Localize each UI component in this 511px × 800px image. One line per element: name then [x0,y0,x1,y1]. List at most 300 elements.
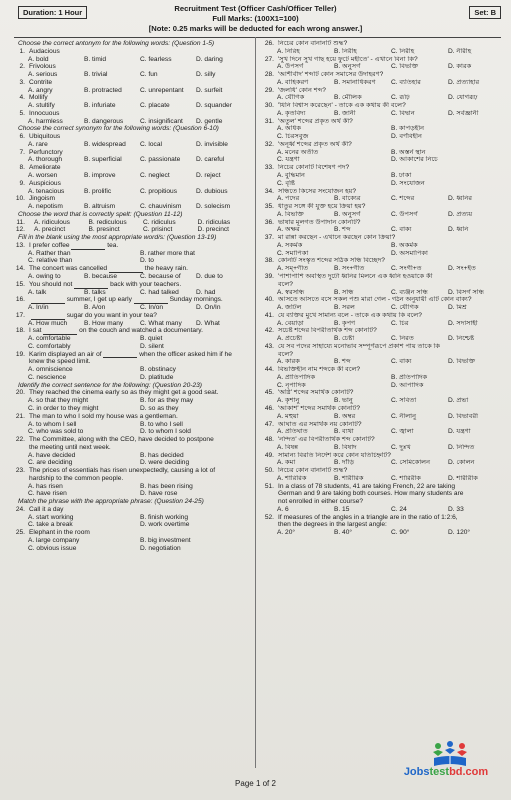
answer-option: B. improve [84,172,116,180]
question-line [12,389,252,397]
answer-option: B. talks [84,288,106,296]
section-instruction [12,125,252,133]
question-text: 'আকাশ' শব্দের সমার্থক কোনটি? [278,404,361,412]
answer-option: B. জানী [334,109,356,117]
section-instruction [12,40,252,48]
answer-option: C. বাক্য [391,358,412,366]
answer-option: A. harmless [28,117,63,125]
answer-options [261,125,505,133]
question-number: 50. [264,467,274,475]
question-line [12,436,252,444]
answer-option: B. ভানু [334,397,353,405]
answer-options [261,149,505,157]
answer-option: B. মৌলিক [334,94,362,102]
answer-option: B. to who I sell [140,420,183,428]
answer-option: A. প্রচেষ্টা [277,335,303,343]
answer-option: B. দাঁড়ি [334,459,355,467]
question-text: knew the speed limit. [29,358,91,366]
instruction-text: Match the phrase with the appropriate phrase: (Question 24-25) [18,498,204,506]
question-text: 'অতুল' শব্দের প্রকৃত অর্থ কী? [278,117,353,125]
answer-option: B. for as they may [140,397,194,405]
answer-option: D. কারক [448,63,472,71]
answer-options [261,110,505,118]
answer-option: B. প্রতিপাদিক [391,373,428,381]
answer-option: B. সরল [334,304,355,312]
answer-option: C. নিরত [391,335,414,343]
answer-option: D. প্রত্যয় [448,210,473,218]
logo-text [384,766,508,778]
answer-option: C. বৃষ্টি [277,179,295,187]
answer-option: A. to whom I sell [28,420,77,428]
answer-option: D. আপাদিক [391,381,424,389]
answer-option: D. to whom I sold [140,428,191,436]
answer-option: D. precinct [197,226,230,234]
section-instruction [12,382,252,390]
question-number: 30. [264,102,274,110]
question-line [12,413,252,421]
answer-option: C. বাক্য [391,226,412,234]
question-number: 25. [15,529,25,537]
negative-marking-note: [Note: 0.25 marks will be deducted for each wrong answer.] [148,24,363,33]
answer-option: A. সকর্মক [277,241,303,249]
answer-option: D. 33 [448,505,464,513]
question-text: The concert was cancelled [29,265,108,273]
question-line [261,436,505,444]
question-number: 6. [19,133,25,141]
answer-option: A. worsen [28,172,58,180]
instruction-text: Choose the word that is correctly spelt: (Question 11-12) [18,210,183,218]
answer-option: C. ridiculus [143,218,176,226]
answer-option: B. because [84,272,117,280]
question-text: The prices of essentials has risen unexpectedly, causing a lot of [29,467,216,475]
answer-options [12,335,252,343]
exam-title: Recruitment Test (Officer Cash/Officer Teller) [174,4,337,13]
full-marks: Full Marks: (100X1=100) [212,14,299,23]
answer-option: D. platitude [140,373,174,381]
question-text: They reached the cinema early so as they might get a good seat. [29,389,219,397]
question-line [261,87,505,95]
answer-option: D. surfeit [196,86,223,94]
answer-options [12,490,252,498]
answer-option: A. 6 [277,505,289,513]
answer-options [261,156,505,164]
question-number: 27. [264,55,274,63]
question-line [12,327,252,335]
question-line [12,48,252,56]
answer-option: D. নিশ্চেষ্ট [448,335,475,343]
answer-options [261,335,505,343]
question-number: 12. [15,226,25,234]
answer-options [12,514,252,522]
question-line [261,452,505,460]
question-line [261,327,505,335]
question-continuation [261,490,505,498]
question-line [261,257,505,265]
question-number: 35. [264,203,274,211]
answer-options [12,537,252,545]
answer-option: A. বেয়াড়া [277,319,304,327]
answer-option: C. চিরসবুজ [277,133,309,141]
answer-option: C. take a break [28,521,73,529]
answer-option: C. nescience [28,373,67,381]
answer-options [261,250,505,258]
question-text: নিচের কোন বানানটি শুদ্ধ? [278,40,348,47]
answer-options [12,172,252,180]
answer-options [261,180,505,188]
question-line [12,467,252,475]
answer-option: C. শারিরীক [391,474,421,482]
answer-option: B. অম্বর [334,412,356,420]
answer-options [12,156,252,164]
answer-options [12,459,252,467]
question-line [261,71,505,79]
answer-options [261,358,505,366]
answer-option: C. passionate [140,156,181,164]
answer-option: B. How many [84,319,124,327]
answer-options [261,211,505,219]
question-number: 51. [264,482,274,490]
question-line [12,281,252,289]
answer-option: B. obstinacy [140,366,176,374]
question-number: 46. [264,404,274,412]
answer-option: A. নিরিহ [277,47,300,55]
answer-options [12,71,252,79]
answer-option: A. nepotism [28,203,63,211]
answer-options [261,444,505,452]
answer-options [261,459,505,467]
question-text: 'নন্দিত' এর বিপরীতার্থক শব্দ কোনটি? [278,436,375,444]
answer-option: C. insignificant [140,117,183,125]
answer-option: A. সম্+গীত [277,265,309,273]
answer-option: C. 90° [391,529,410,537]
answer-option: D. negotiation [140,544,181,552]
answer-option: A. বিষন্ন [277,443,299,451]
answer-option: C. সমাপিকা [277,249,309,257]
question-text: on the couch and watched a documentary. [79,327,203,335]
answer-options [12,56,252,64]
question-text: In a class of 78 students, 41 are taking French, 22 are taking [278,482,456,490]
answer-option: C. prisinct [143,226,173,234]
instruction-text: Fill in the blank using the most appropriate word/s: (Question 13-19) [18,234,217,242]
question-text: sugar do you want in your tea? [66,311,157,319]
question-continuation [12,475,252,483]
question-text: 'আশীর্বাদ' শব্দটি কোন সমাসের উদাহরণ? [278,71,384,79]
answer-option: D. silent [140,342,164,350]
answer-option: C. placate [140,102,170,110]
answer-option: C. obvious issue [28,544,77,552]
answer-option: A. How much [28,319,68,327]
answer-option: D. ধ্বনির [448,195,472,203]
question-number: 33. [264,164,274,172]
question-number: 4. [19,94,25,102]
answer-option: C. দুঃখ [391,443,411,451]
answer-option: C. local [140,140,162,148]
page-footer: Page 1 of 2 [235,779,276,788]
answer-option: B. শব্দ [334,358,351,366]
answer-option: C. শব্দের [391,195,415,203]
answer-option: B. superficial [84,156,122,164]
question-number: 42. [264,327,274,335]
question-text: নিচের কোন বানানটি শুদ্ধ? [278,467,348,475]
answer-option: D. যোগরূঢ় [448,94,478,102]
instruction-text: Choose the correct antonym for the following words: (Question 1-5) [18,40,215,47]
question-line [261,40,505,48]
logo-text-jobs: Jobs [403,766,430,778]
question-number: 39. [264,272,274,280]
answer-option: B. widespread [84,140,126,148]
answer-options [12,273,252,281]
question-number: 18. [15,327,25,335]
answer-option: B. has decided [140,451,184,459]
answer-option: D. সং+ইত [448,265,476,273]
answer-options [12,257,252,265]
answer-option: B. trivial [84,71,108,79]
question-line [12,529,252,537]
answer-option: D. প্রত্যাহার [448,78,480,86]
answer-option: C. ব্যতিহার [391,78,421,86]
question-line [12,180,252,188]
question-text: Auspicious [29,179,61,187]
question-number: 13. [15,241,25,249]
question-text: 'পাশাপাশি অবস্থিত দুটো ধ্বনির মিলনে এক ধ্বনি হওয়াকে কী [278,272,433,280]
answer-option: D. ridiculas [197,218,231,226]
answer-option: B. rather more that [140,249,195,257]
answer-option: A. বুদ্ধিমান [277,172,305,180]
question-continuation [12,444,252,452]
question-text: Elephant in the room [29,529,90,537]
answer-options [261,94,505,102]
answer-option: A. উপসর্গ [277,63,304,71]
answer-option: C. fearless [140,55,172,63]
answer-option: D. squander [196,102,232,110]
answer-option: A. জটিল [277,304,302,312]
answer-options [261,382,505,390]
question-line [261,56,505,64]
answer-option: B. has been rising [140,482,193,490]
answer-option: B. prolific [84,187,112,195]
answer-option: D. What [196,319,220,327]
answer-options [12,226,252,234]
answer-option: C. নৃপাদিক [277,381,306,389]
answer-option: A. precinct [34,226,66,234]
question-text: সামান্য বিরতি নির্দেশ করে কোন যতিচিহ্নটি? [278,451,391,459]
question-line [261,188,505,196]
answer-option: C. উপসর্গ [391,210,418,218]
question-number: 2. [19,63,25,71]
answer-option: D. solecism [196,203,231,211]
question-number: 45. [264,389,274,397]
answer-option: B. অকর্মক [391,241,418,249]
answer-options [12,452,252,460]
answer-option: B. finish working [140,513,189,521]
question-line [261,164,505,172]
answer-option: D. অসমাপিকা [391,249,428,257]
question-text: Call it a day [29,505,64,513]
answer-option: A. কমা [277,459,296,467]
question-number: 43. [264,342,274,350]
question-text: নিচের কোনটি বিশেষণ পদ? [278,164,350,172]
question-text: ভাষার মূলগত উপাদান কোনটি? [278,218,361,226]
answer-option: C. chauvinism [140,203,182,211]
answer-option: D. daring [196,55,223,63]
answer-option: A. যৌগিক [277,94,305,102]
answer-options [12,320,252,328]
question-text: বলে? [278,350,293,358]
answer-option: D. প্রভা [448,397,469,405]
answer-option: D. বিসর্গ সন্ধি [448,288,484,296]
question-text: যে সব পদের সাহায্যে মনোভাব সম্পূর্ণরূপে প্রকাশ পায় তাকে কি [278,342,441,350]
question-text: Contrite [29,78,53,86]
answer-option: B. শারীরিক [334,474,364,482]
question-text: Mollify [29,94,48,102]
answer-options [261,172,505,180]
answer-option: B. কাপড়হীন [391,125,425,133]
question-text: the meeting until next week. [29,443,111,451]
question-text: I prefer coffee [29,241,70,249]
question-text: আসতে আসতে বসে সকল পশু মারা গেল - গঠন অনুযায়ী এটি কোন বাক্য? [278,296,472,304]
answer-option: A. কৃশানু [277,397,300,405]
question-text: 'সুখ দিনে সুখ গাছ হয়ে ফুটে মহীতে' - এখানে বিনা কি? [278,55,418,63]
question-line [261,203,505,211]
answer-option: A. tenacious [28,187,65,195]
answer-option: A. কৃতবিদ্য [277,109,306,117]
answer-option: C. are deciding [28,459,73,467]
answer-option: D. বর্ণবিহীন [391,133,422,141]
question-line [12,242,252,250]
question-number: 52. [264,513,274,521]
question-number: 19. [15,350,25,358]
question-text: Ubiquitous [29,133,61,141]
answer-option: D. কোলন [448,459,475,467]
answer-option: A. অক্ষর [277,226,300,234]
answer-options [12,203,252,211]
question-number: 23. [15,467,25,475]
answer-options [12,289,252,297]
question-number: 24. [15,505,25,513]
answer-option: C. unrepentant [140,86,184,94]
answer-option: C. neglect [140,172,170,180]
left-column [12,40,252,553]
answer-option: D. gentle [196,117,223,125]
answer-option: C. সংগী+ত [391,265,422,273]
question-number: 14. [15,265,25,273]
question-text: Jingoism [29,195,56,203]
question-line [12,164,252,172]
answer-option: D. On/In [196,304,221,312]
question-number: 38. [264,257,274,265]
question-number: 37. [264,234,274,242]
answer-option: A. প্রতিঘাত [277,428,308,436]
answer-options [261,304,505,312]
question-text: The man to who I sold my house was a gentleman. [29,412,178,420]
answer-options [261,265,505,273]
answer-option: C. fun [140,71,158,79]
question-number: 21. [15,412,25,420]
question-text: Karim displayed an air of [29,350,102,358]
answer-options [12,374,252,382]
answer-option: A. large company [28,537,80,544]
answer-options [12,304,252,312]
question-continuation [261,498,505,506]
answer-options [261,506,505,514]
answer-option: C. যন্ত্রণা [277,156,300,164]
answer-options [12,250,252,258]
answer-option: C. বিদ্বান [391,109,415,117]
answer-option: D. silly [196,71,216,79]
question-text: সন্ধিতে কিসের সংযোজন হয়? [278,187,357,195]
question-text: 'যিনি বিশ্বাস করেছেন' - তাকে এক কথায় কী বলে? [278,102,406,110]
question-number: 9. [19,179,25,187]
answer-options [12,219,252,227]
answer-option: A. মহুয়া [277,412,299,420]
section-instruction [12,498,252,506]
section-instruction [12,211,252,219]
logo-text-test: test [429,766,450,778]
answer-option: D. have rose [140,490,178,498]
answer-options [12,87,252,95]
answer-options [261,397,505,405]
question-number: 17. [15,311,25,319]
right-column [261,40,505,537]
answer-option: A. rare [28,140,48,148]
answer-options [261,226,505,234]
header-divider [14,37,501,38]
section-instruction [12,234,252,242]
question-continuation [12,358,252,366]
question-text: The Committee, along with the CEO, have decided to postpone [29,436,214,444]
answer-option: B. বিষাদ [334,443,357,451]
question-line [12,79,252,87]
answer-option: C. জ্বালা [391,428,414,436]
question-line [261,312,505,320]
answer-option: A. বিভক্তি [277,210,304,218]
question-line [261,366,505,374]
answer-option: D. reject [196,172,221,180]
question-text: Ameliorate [29,164,61,172]
question-line [12,63,252,71]
answer-option: A. stultify [28,102,55,110]
answer-option: D. সদাসাহী [448,319,478,327]
instruction-text: Identify the correct sentence for the following: (Question 20-23) [18,381,202,389]
answer-option: B. সং+গীত [334,265,365,273]
answer-option: B. শব্দ [334,226,351,234]
answer-option: D. dubious [196,187,228,195]
answer-option: C. in order to they might [28,404,99,412]
answer-option: C. In/on [140,304,164,312]
answer-option: A. ridiculous [34,218,70,226]
answer-option: A. Rather than [28,249,71,257]
answer-option: D. work overtime [140,521,190,529]
answer-options [12,102,252,110]
answer-option: D. were deciding [140,459,190,467]
question-text: Sunday mornings. [169,296,223,304]
answer-option: C. comfortably [28,342,71,350]
question-text: বলে? [278,280,293,288]
answer-option: C. সবিতা [391,397,417,405]
question-text: সচেষ্ট শব্দের বিপরীতার্থক শব্দ কোনটি? [278,327,377,335]
answer-option: B. নিরীহ [334,47,357,55]
question-number: 26. [264,40,274,47]
answer-option: D. নিন্দিত [448,443,475,451]
answer-option: B. big investment [140,537,191,544]
answer-options [261,195,505,203]
answer-option: B. 40° [334,529,353,537]
instruction-text: Choose the correct synonym for the following words: (Question 6-10) [18,125,219,133]
question-number: 36. [264,218,274,226]
question-line [261,273,505,281]
answer-option: C. রূঢ়ি [391,94,410,102]
question-text: the heavy rain. [144,265,189,273]
